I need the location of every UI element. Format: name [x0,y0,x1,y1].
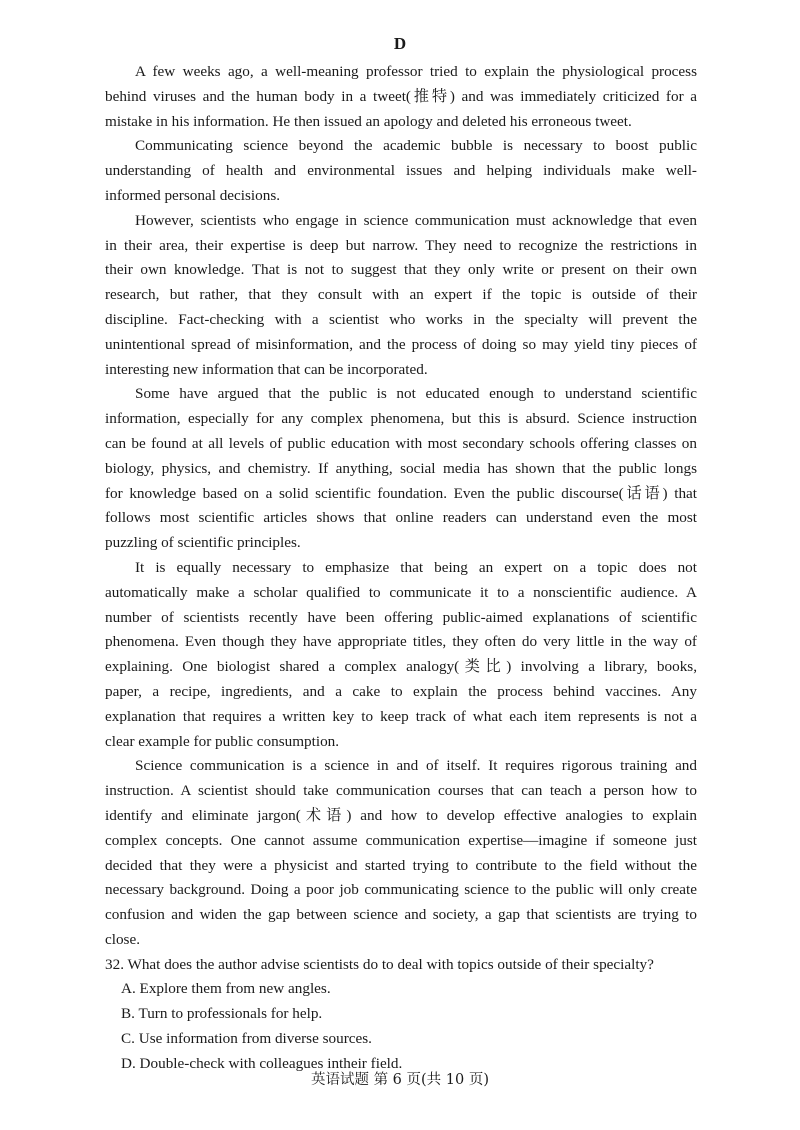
paragraph-line: complex concepts. One cannot assume communication expertise—imagine if someone just [105,831,697,849]
paragraph-line: Science communication is a science in and of itself. It requires rigorous training and [135,757,697,775]
section-title: D [393,34,407,53]
option-c[interactable]: C. Use information from diverse sources. [121,1030,372,1048]
paragraph-line: clear example for public consumption. [105,732,340,750]
paragraph-line: research, but rather, that they consult with an expert if the topic is outside of their [105,286,697,304]
paragraph-line: their own knowledge. That is not to suggest that they only write or present on their own [105,261,697,279]
paragraph-line: automatically make a scholar qualified to communicate it to a nonscientific audience. A [105,583,697,601]
paragraph-line: interesting new information that can be incorporated. [105,360,428,378]
question-32: 32. What does the author advise scientists do to deal with topics outside of their specialty? [105,955,654,973]
paragraph-line: It is equally necessary to emphasize that being an expert on a topic does not [135,558,697,576]
paragraph-line: identify and eliminate jargon(术语) and how to develop effective analogies to explain [105,806,697,824]
paragraph-line: for knowledge based on a solid scientific foundation. Even the public discourse(话语) that [105,484,697,502]
paragraph-line: in their area, their expertise is deep but narrow. They need to recognize the restrictions in [105,236,697,254]
paragraph [105,134,697,208]
paragraph-line: necessary background. Doing a poor job communicating science to the public will only create [105,881,697,899]
page-footer: 英语试题 第 6 页(共 10 页) [310,1072,490,1088]
paragraph-line: unintentional spread of misinformation, and the process of doing so may yield tiny pieces of [105,335,697,353]
paragraph-line: puzzling of scientific principles. [105,534,301,552]
paragraph-line: However, scientists who engage in science communication must acknowledge that even [135,211,697,229]
paragraph-line: confusion and widen the gap between science and society, a gap that scientists are trying to [105,906,697,924]
paragraph-line: paper, a recipe, ingredients, and a cake to explain the process behind vaccines. Any [105,682,697,700]
paragraph [105,754,697,952]
paragraph-line: explaining. One biologist shared a complex analogy(类比) involving a library, books, [105,658,697,676]
paragraph-line: follows most scientific articles shows that online readers can understand even the most [105,509,697,527]
paragraph-line: decided that they were a physicist and started trying to contribute to the field without the [105,856,697,874]
option-d[interactable]: D. Double-check with colleagues intheir field. [121,1054,403,1072]
paragraph [105,382,697,556]
passage-body [105,60,697,1077]
option-b[interactable]: B. Turn to professionals for help. [121,1005,323,1023]
paragraph-line: discipline. Fact-checking with a scientist who works in the specialty will prevent the [105,310,697,328]
paragraph-line: mistake in his information. He then issued an apology and deleted his erroneous tweet. [105,112,632,130]
paragraph-line: behind viruses and the human body in a tweet(推特) and was immediately criticized for a [105,87,697,105]
paragraph [105,60,697,134]
paragraph-line: Communicating science beyond the academic bubble is necessary to boost public [135,137,697,155]
option-a[interactable]: A. Explore them from new angles. [121,980,331,998]
paragraph-line: close. [105,930,141,948]
paragraph [105,556,697,754]
paragraph-line: informed personal decisions. [105,186,281,204]
passage [105,60,697,953]
paragraph [105,209,697,383]
paragraph-line: phenomena. Even though they have appropriate titles, they often do very little in the way of [105,633,697,651]
paragraph-line: biology, physics, and chemistry. If anything, social media has shown that the public longs [105,459,697,477]
paragraph-line: A few weeks ago, a well-meaning professor tried to explain the physiological process [135,63,697,80]
paragraph-line: understanding of health and environmental issues and helping individuals make well- [105,162,697,180]
paragraph-line: information, especially for any complex phenomena, but this is absurd. Science instruction [105,410,697,428]
paragraph-line: instruction. A scientist should take communication courses that can teach a person how to [105,782,697,800]
paragraph-line: can be found at all levels of public education with most secondary schools offering classes on [105,434,697,452]
paragraph-line: number of scientists recently have been offering public-aimed explanations of scientific [105,608,697,626]
paragraph-line: explanation that requires a written key to keep track of what each item represents is not a [105,707,697,725]
paragraph-line: Some have argued that the public is not educated enough to understand scientific [135,385,697,403]
